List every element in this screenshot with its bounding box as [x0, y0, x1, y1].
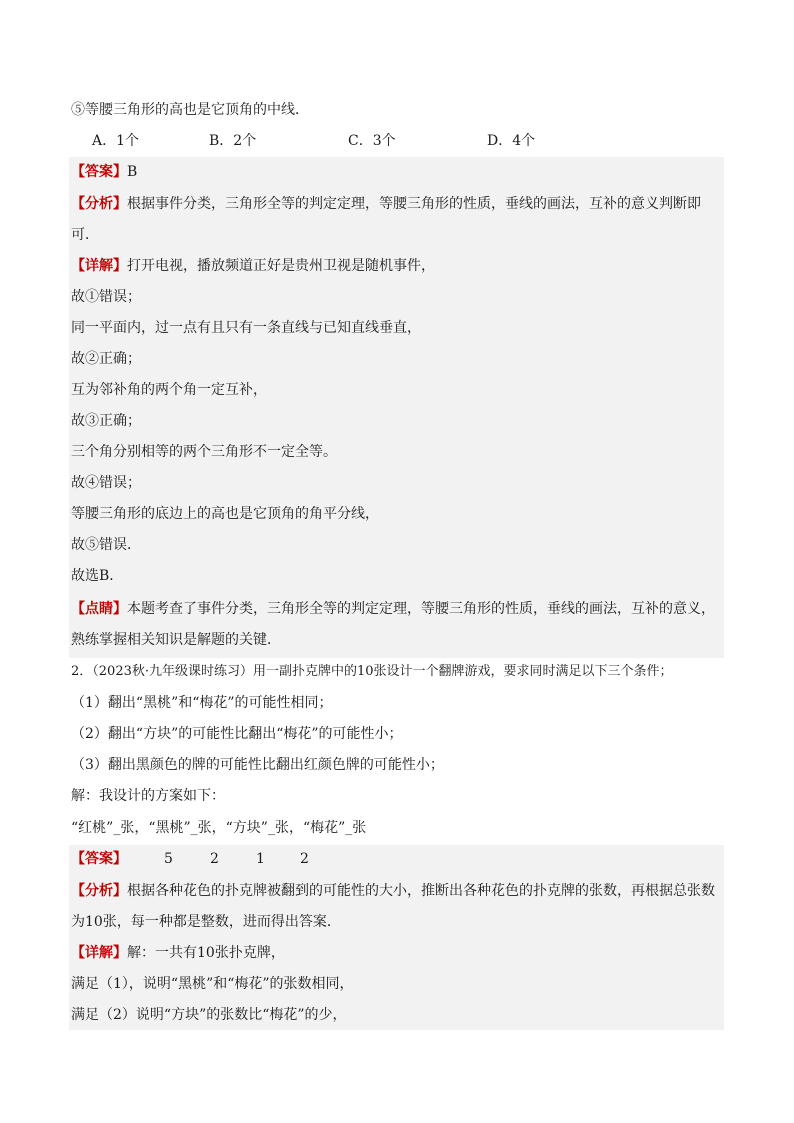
detail-line: 故②正确； — [71, 351, 141, 367]
condition-1: （1）翻出“黑桃”和“梅花”的可能性相同； — [71, 695, 333, 711]
question-2-title: 2．（2023秋·九年级课时练习）用一副扑克牌中的10张设计一个翻牌游戏，要求同时满足以下三个条件； — [71, 664, 673, 679]
detail-line: 故③正确； — [71, 413, 141, 429]
solve-intro: 解：我设计的方案如下： — [71, 788, 225, 804]
detail-line: 三个角分别相等的两个三角形不一定全等。 — [71, 444, 337, 460]
solution-1-panel — [69, 157, 724, 658]
detail-tag: 【详解】 — [71, 258, 127, 274]
analysis-tag: 【分析】 — [71, 883, 127, 899]
detail-line: 故④错误； — [71, 475, 141, 491]
detail-text: 打开电视，播放频道正好是贵州卫视是随机事件， — [127, 258, 435, 274]
detail-line: 互为邻补角的两个角一定互补， — [71, 382, 267, 398]
comment-line-2: 熟练掌握相关知识是解题的关键． — [71, 632, 281, 648]
detail-line: 满足（2）说明“方块”的张数比“梅花”的少， — [71, 1007, 347, 1023]
answer-blank-1: 5 — [164, 851, 173, 867]
answer-blank-4: 2 — [300, 851, 309, 867]
option-d: D．4个 — [487, 133, 536, 149]
analysis-line-1 — [71, 881, 715, 901]
blanks-line: “红桃”_张，“黑桃”_张，“方块”_张，“梅花”_张 — [71, 820, 367, 836]
comment-line-1 — [71, 599, 715, 619]
analysis-text: 根据各种花色的扑克牌被翻到的可能性的大小，推断出各种花色的扑克牌的张数，再根据总张数 — [127, 883, 715, 899]
detail-line: 故①错误； — [71, 289, 141, 305]
detail-line-1 — [71, 256, 435, 276]
detail-line: 故⑤错误． — [71, 537, 141, 553]
analysis-text: 根据事件分类，三角形全等的判定定理，等腰三角形的性质，垂线的画法，互补的意义判断即 — [127, 196, 701, 212]
detail-text: 解：一共有10张扑克牌， — [127, 945, 285, 961]
detail-line-1 — [71, 943, 285, 963]
detail-tag: 【详解】 — [71, 945, 127, 961]
comment-text: 本题考查了事件分类，三角形全等的判定定理，等腰三角形的性质，垂线的画法，互补的意义， — [127, 601, 715, 617]
condition-3: （3）翻出黑颜色的牌的可能性比翻出红颜色牌的可能性小； — [71, 757, 444, 773]
detail-line: 等腰三角形的底边上的高也是它顶角的角平分线， — [71, 506, 379, 522]
detail-line: 故选B． — [71, 568, 124, 584]
condition-2: （2）翻出“方块”的可能性比翻出“梅花”的可能性小； — [71, 726, 403, 742]
analysis-line-2: 为10张，每一种都是整数，进而得出答案． — [71, 914, 341, 930]
detail-line: 同一平面内，过一点有且只有一条直线与已知直线垂直， — [71, 320, 421, 336]
answer-line-2 — [71, 849, 127, 869]
detail-line: 满足（1），说明“黑桃”和“梅花”的张数相同， — [71, 976, 354, 992]
analysis-line-1 — [71, 194, 701, 214]
option-b: B．2个 — [209, 133, 257, 149]
answer-blank-2: 2 — [210, 851, 219, 867]
answer-value: B — [127, 164, 138, 180]
comment-tag: 【点睛】 — [71, 601, 127, 617]
solution-2-panel — [69, 845, 724, 1030]
analysis-tag: 【分析】 — [71, 196, 127, 212]
option-c: C．3个 — [348, 133, 396, 149]
statement-5: ⑤等腰三角形的高也是它顶角的中线． — [71, 102, 309, 118]
answer-tag: 【答案】 — [71, 851, 127, 867]
answer-line-1 — [71, 162, 137, 182]
answer-tag: 【答案】 — [71, 164, 127, 180]
option-a: A．1个 — [92, 133, 140, 149]
answer-blank-3: 1 — [256, 851, 265, 867]
analysis-line-2: 可． — [71, 227, 99, 243]
